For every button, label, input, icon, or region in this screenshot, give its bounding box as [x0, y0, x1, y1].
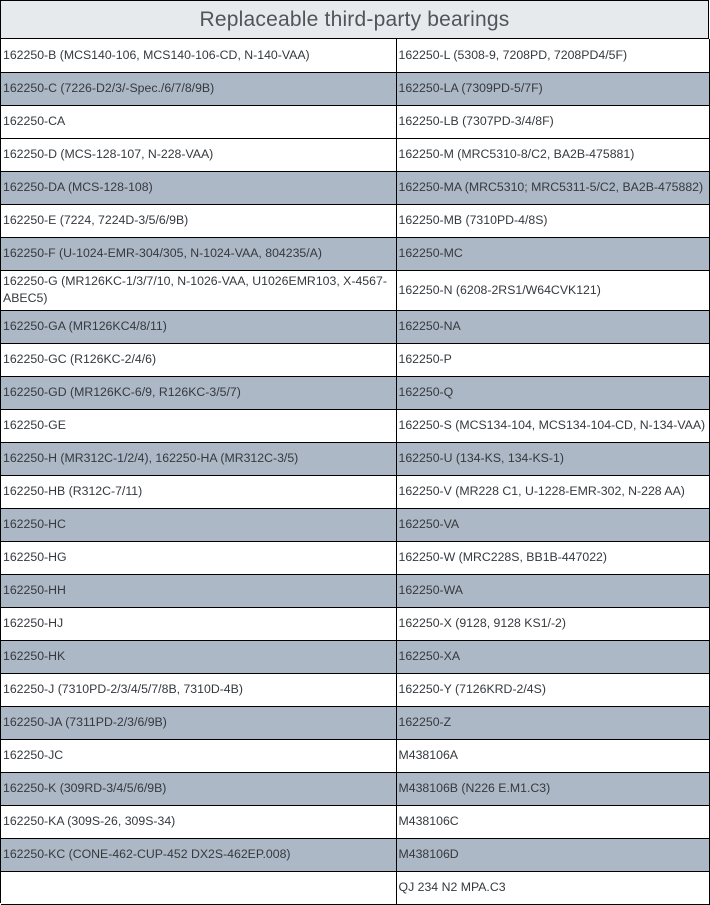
- table-row: [1, 171, 709, 204]
- table-row: [1, 673, 709, 706]
- bearing-cell-left: 162250-F (U-1024-EMR-304/305, N-1024-VAA, 804235/A): [1, 237, 396, 270]
- bearing-cell-right: 162250-MA (MRC5310; MRC5311-5/C2, BA2B-475882): [396, 171, 709, 204]
- bearing-cell-left: 162250-HC: [1, 508, 396, 541]
- bearing-cell-left: 162250-JA (7311PD-2/3/6/9B): [1, 706, 396, 739]
- table-row: [1, 343, 709, 376]
- bearing-cell-left: 162250-GE: [1, 409, 396, 442]
- bearing-cell-right: 162250-Z: [396, 706, 709, 739]
- table-row: [1, 541, 709, 574]
- bearing-cell-left: 162250-KA (309S-26, 309S-34): [1, 805, 396, 838]
- bearing-cell-right: 162250-XA: [396, 640, 709, 673]
- table-row: [1, 39, 709, 72]
- bearing-cell-right: 162250-Q: [396, 376, 709, 409]
- table-row: [1, 409, 709, 442]
- bearing-cell-right: 162250-U (134-KS, 134-KS-1): [396, 442, 709, 475]
- bearing-cell-right: 162250-LB (7307PD-3/4/8F): [396, 105, 709, 138]
- table-row: [1, 574, 709, 607]
- bearing-cell-right: 162250-MC: [396, 237, 709, 270]
- bearing-cell-left: 162250-HB (R312C-7/11): [1, 475, 396, 508]
- bearing-cell-right: 162250-M (MRC5310-8/C2, BA2B-475881): [396, 138, 709, 171]
- bearing-cell-left: 162250-HG: [1, 541, 396, 574]
- bearing-cell-right: QJ 234 N2 MPA.C3: [396, 871, 709, 904]
- bearing-cell-right: 162250-X (9128, 9128 KS1/-2): [396, 607, 709, 640]
- table-row: [1, 138, 709, 171]
- bearing-cell-left: 162250-HJ: [1, 607, 396, 640]
- bearing-cell-right: 162250-L (5308-9, 7208PD, 7208PD4/5F): [396, 39, 709, 72]
- table-row: [1, 72, 709, 105]
- bearings-table: [1, 39, 710, 905]
- bearing-cell-left: 162250-HH: [1, 574, 396, 607]
- table-row: [1, 706, 709, 739]
- bearing-cell-left: 162250-DA (MCS-128-108): [1, 171, 396, 204]
- bearing-cell-left: 162250-C (7226-D2/3/-Spec./6/7/8/9B): [1, 72, 396, 105]
- bearing-cell-left: 162250-B (MCS140-106, MCS140-106-CD, N-140-VAA): [1, 39, 396, 72]
- bearing-cell-left: 162250-J (7310PD-2/3/4/5/7/8B, 7310D-4B): [1, 673, 396, 706]
- bearing-cell-right: 162250-MB (7310PD-4/8S): [396, 204, 709, 237]
- table-row: [1, 607, 709, 640]
- table-row: [1, 805, 709, 838]
- bearing-cell-right: M438106C: [396, 805, 709, 838]
- bearing-cell-right: 162250-Y (7126KRD-2/4S): [396, 673, 709, 706]
- bearing-cell-right: 162250-VA: [396, 508, 709, 541]
- bearing-cell-left: 162250-CA: [1, 105, 396, 138]
- bearing-cell-left: 162250-JC: [1, 739, 396, 772]
- table-row: [1, 442, 709, 475]
- bearing-cell-left: 162250-E (7224, 7224D-3/5/6/9B): [1, 204, 396, 237]
- bearing-cell-left: 162250-GA (MR126KC4/8/11): [1, 310, 396, 343]
- table-row: [1, 739, 709, 772]
- table-row: [1, 838, 709, 871]
- table-row: [1, 204, 709, 237]
- bearing-cell-right: 162250-W (MRC228S, BB1B-447022): [396, 541, 709, 574]
- bearing-cell-left: 162250-D (MCS-128-107, N-228-VAA): [1, 138, 396, 171]
- bearings-table-body: [1, 39, 709, 904]
- bearing-cell-left: 162250-K (309RD-3/4/5/6/9B): [1, 772, 396, 805]
- bearing-cell-right: 162250-N (6208-2RS1/W64CVK121): [396, 270, 709, 310]
- bearing-cell-right: 162250-LA (7309PD-5/7F): [396, 72, 709, 105]
- table-row: [1, 310, 709, 343]
- bearing-cell-left: 162250-KC (CONE-462-CUP-452 DX2S-462EP.008): [1, 838, 396, 871]
- table-row: [1, 237, 709, 270]
- table-row: [1, 640, 709, 673]
- bearing-cell-left: 162250-H (MR312C-1/2/4), 162250-HA (MR312C-3/5): [1, 442, 396, 475]
- table-row: [1, 475, 709, 508]
- bearing-cell-right: 162250-V (MR228 C1, U-1228-EMR-302, N-228 AA): [396, 475, 709, 508]
- table-row: [1, 105, 709, 138]
- bearing-cell-left: [1, 871, 396, 904]
- bearing-cell-left: 162250-GC (R126KC-2/4/6): [1, 343, 396, 376]
- bearing-cell-left: 162250-GD (MR126KC-6/9, R126KC-3/5/7): [1, 376, 396, 409]
- table-row: [1, 772, 709, 805]
- bearing-cell-right: M438106B (N226 E.M1.C3): [396, 772, 709, 805]
- bearing-cell-left: 162250-G (MR126KC-1/3/7/10, N-1026-VAA, U1026EMR103, X-4567-ABEC5): [1, 270, 396, 310]
- table-row: [1, 508, 709, 541]
- bearing-cell-right: 162250-NA: [396, 310, 709, 343]
- table-row: [1, 376, 709, 409]
- bearing-cell-right: 162250-P: [396, 343, 709, 376]
- bearing-cell-right: 162250-WA: [396, 574, 709, 607]
- table-title: Replaceable third-party bearings: [1, 1, 709, 39]
- table-row: [1, 871, 709, 904]
- bearing-cell-right: 162250-S (MCS134-104, MCS134-104-CD, N-134-VAA): [396, 409, 709, 442]
- bearing-cell-right: M438106A: [396, 739, 709, 772]
- bearing-cell-right: M438106D: [396, 838, 709, 871]
- bearing-cell-left: 162250-HK: [1, 640, 396, 673]
- table-row: [1, 270, 709, 310]
